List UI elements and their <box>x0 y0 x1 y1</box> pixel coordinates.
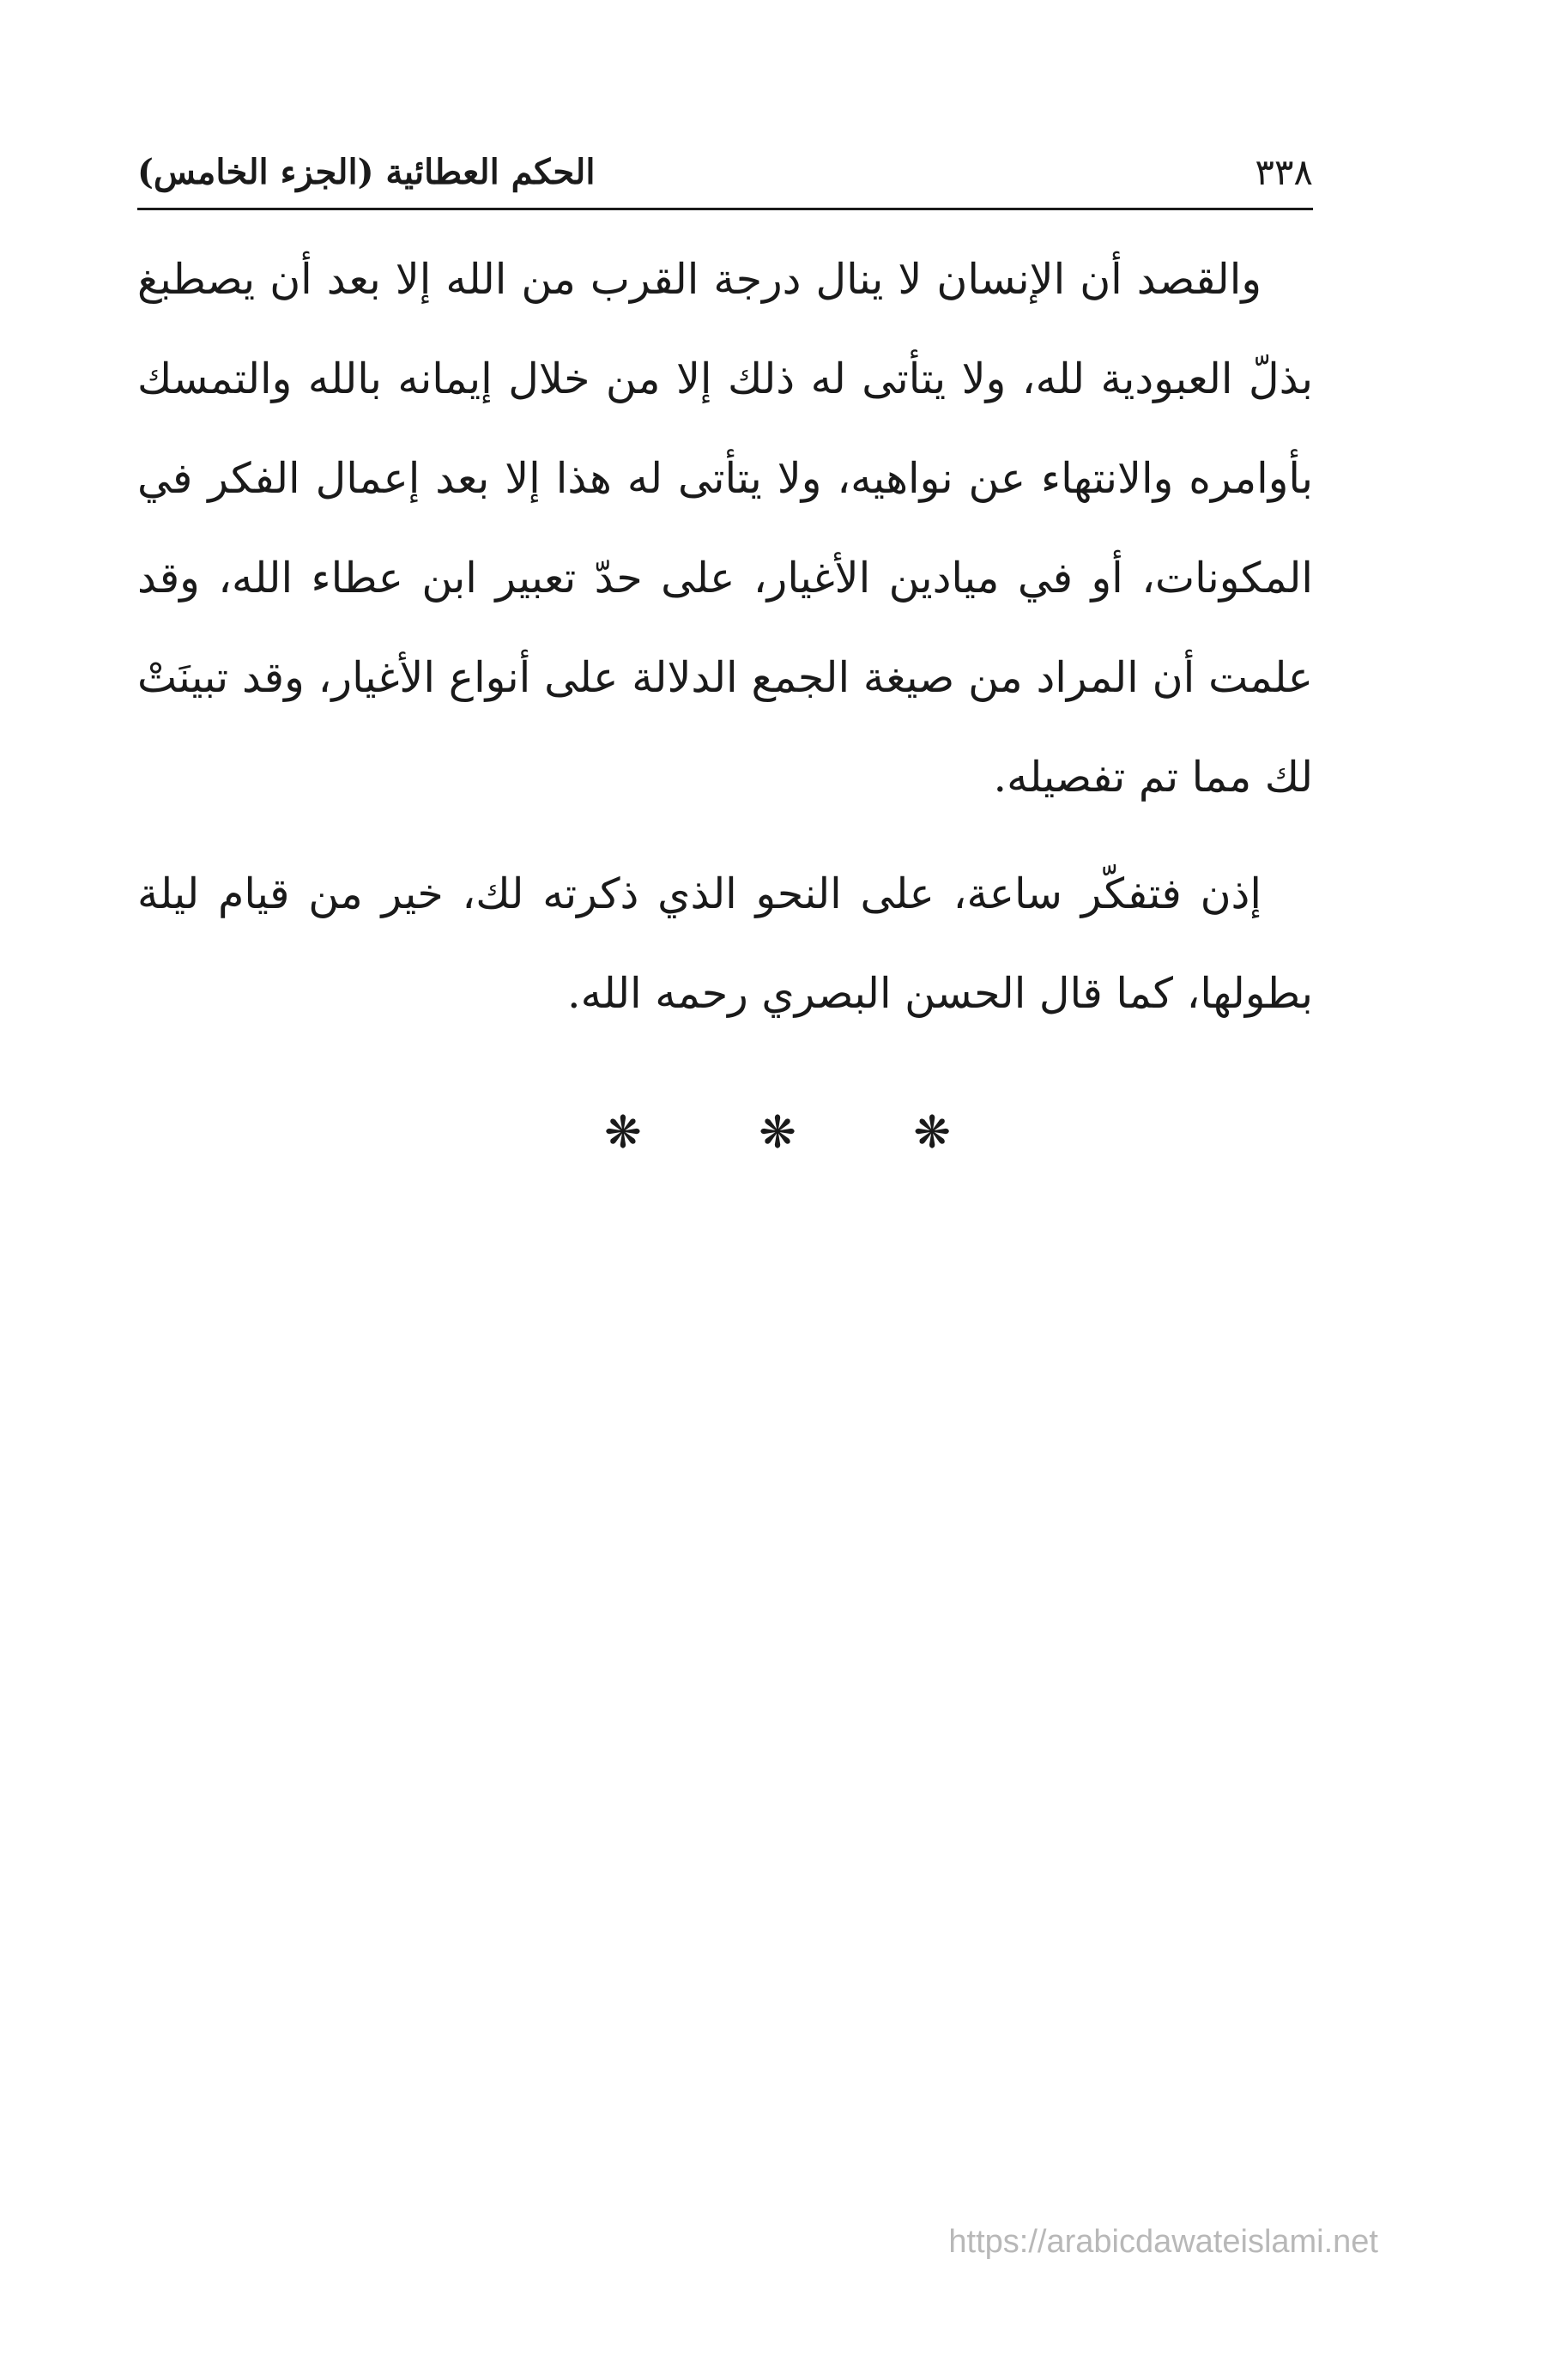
paragraph: إذن فتفكّر ساعة، على النحو الذي ذكرته لك، خير من قيام ليلة بطولها، كما قال الحسن البصري رحمه الله. <box>137 869 1313 1018</box>
watermark-url: https://arabicdawateislami.net <box>948 2224 1378 2260</box>
paragraph: والقصد أن الإنسان لا ينال درجة القرب من الله إلا بعد أن يصطبغ بذلّ العبودية لله، ولا يتأتى له ذلك إلا من خلال إيمانه بالله والتمسك بأوامره والانتهاء عن نواهيه، ولا يتأتى له هذا إلا بعد إعمال الفكر في المكونات، أو في ميادين الأغيار، على حدّ تعبير ابن عطاء الله، وقد علمت أن المراد من صيغة الجمع الدلالة على أنواع الأغيار، وقد تبينَتْ لك مما تم تفصيله. <box>137 255 1313 802</box>
header-divider <box>137 208 1313 210</box>
asterism-icon: ❋ <box>759 1107 796 1159</box>
asterism-icon: ❋ <box>604 1107 642 1159</box>
section-separator <box>0 1107 1555 1159</box>
page-header <box>137 144 1313 206</box>
page-number: ٣٣٨ <box>1255 151 1313 193</box>
asterism-icon: ❋ <box>913 1107 951 1159</box>
body-text <box>137 230 1313 1044</box>
running-title: الحكم العطائية (الجزء الخامس) <box>137 152 596 192</box>
